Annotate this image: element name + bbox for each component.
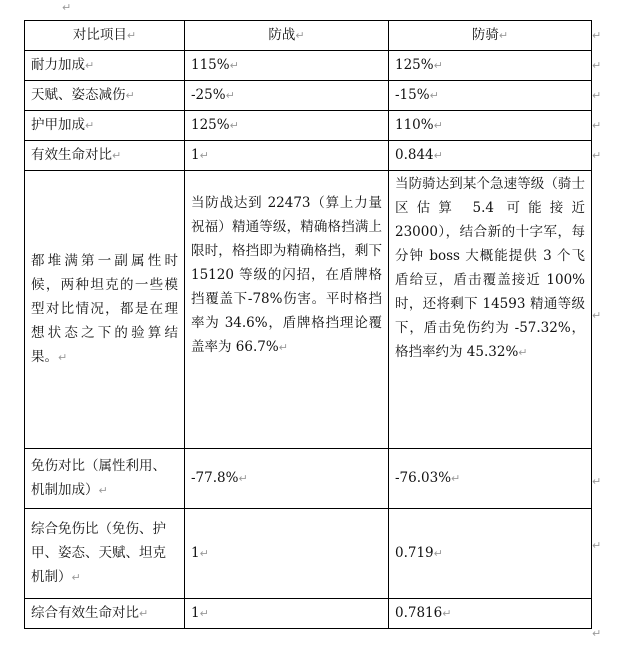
paragraph-mark-top: ↵ <box>62 1 72 14</box>
row-end-mark: ↵ <box>592 89 602 102</box>
row-label: 天赋、姿态减伤↵ <box>25 81 185 111</box>
paladin-value: -15%↵ <box>389 81 592 111</box>
paladin-value: 当防骑达到某个急速等级（骑士区估算 5.4 可能接近 23000），结合新的十字军，每分钟 boss 大概能提供 3 个飞盾给豆，盾击覆盖接近 100%时，还将剩下 14593 精通等级下，盾击免伤约为 -57.32%，格挡率约为 45.32%↵ <box>389 171 592 449</box>
table-row <box>25 171 592 449</box>
paladin-value: 125%↵ <box>389 51 592 81</box>
table-row <box>25 111 592 141</box>
warrior-value: 125%↵ <box>185 111 389 141</box>
paladin-value: 0.7816↵ <box>389 599 592 629</box>
warrior-value: -25%↵ <box>185 81 389 111</box>
header-cell-warrior: 防战↵ <box>185 21 389 51</box>
warrior-value: 1↵ <box>185 599 389 629</box>
row-end-mark: ↵ <box>592 627 602 640</box>
row-label: 综合有效生命对比↵ <box>25 599 185 629</box>
row-end-mark: ↵ <box>592 59 602 72</box>
table-row <box>25 81 592 111</box>
row-end-mark: ↵ <box>592 149 602 162</box>
row-label: 免伤对比（属性利用、机制加成）↵ <box>25 449 185 509</box>
row-label: 综合免伤比（免伤、护甲、姿态、天赋、坦克机制）↵ <box>25 509 185 599</box>
row-end-mark: ↵ <box>592 309 602 322</box>
row-label: 护甲加成↵ <box>25 111 185 141</box>
header-cell-paladin: 防骑↵ <box>389 21 592 51</box>
row-label: 耐力加成↵ <box>25 51 185 81</box>
row-label: 有效生命对比↵ <box>25 141 185 171</box>
warrior-value: 1↵ <box>185 509 389 599</box>
table-row <box>25 599 592 629</box>
row-end-mark: ↵ <box>592 29 602 42</box>
table-row <box>25 51 592 81</box>
comparison-table <box>24 20 592 629</box>
row-end-mark: ↵ <box>592 475 602 488</box>
row-end-mark: ↵ <box>592 119 602 132</box>
table-header-row <box>25 21 592 51</box>
warrior-value: 115%↵ <box>185 51 389 81</box>
row-label: 都堆满第一副属性时候，两种坦克的一些模型对比情况，都是在理想状态之下的验算结果。↵ <box>25 171 185 449</box>
paladin-value: -76.03%↵ <box>389 449 592 509</box>
table-row <box>25 141 592 171</box>
paladin-value: 110%↵ <box>389 111 592 141</box>
table-row <box>25 449 592 509</box>
warrior-value: 1↵ <box>185 141 389 171</box>
paladin-value: 0.719↵ <box>389 509 592 599</box>
warrior-value: -77.8%↵ <box>185 449 389 509</box>
warrior-value: 当防战达到 22473（算上力量祝福）精通等级，精确格挡满上限时，格挡即为精确格挡，剩下 15120 等级的闪招，在盾牌格挡覆盖下-78%伤害。平时格挡率为 34.6%，盾牌格挡理论覆盖率为 66.7%↵ <box>185 171 389 449</box>
table-row <box>25 509 592 599</box>
paladin-value: 0.844↵ <box>389 141 592 171</box>
header-cell-item: 对比项目↵ <box>25 21 185 51</box>
row-end-mark: ↵ <box>592 539 602 552</box>
